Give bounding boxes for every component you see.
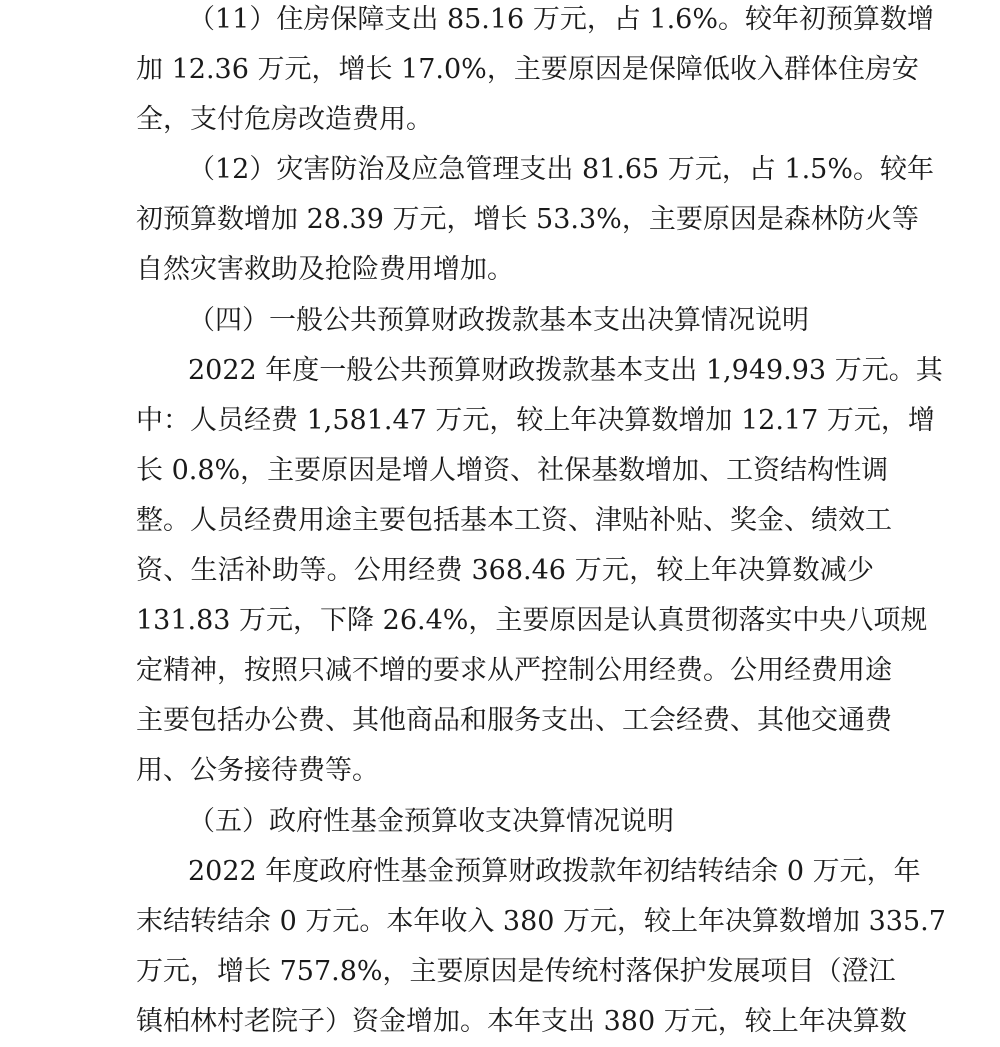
text-line-public-usage: 主要包括办公费、其他商品和服务支出、工会经费、其他交通费: [136, 705, 892, 736]
text-line-disaster-reason: 自然灾害救助及抢险费用增加。: [136, 254, 514, 285]
text-line-housing-expense: （11）住房保障支出 85.16 万元，占 1.6%。较年初预算数增: [188, 4, 934, 35]
text-line-public-decrease: 131.83 万元，下降 26.4%，主要原因是认真贯彻落实中央八项规: [136, 605, 928, 636]
section-heading-basic-expenditure: （四）一般公共预算财政拨款基本支出决算情况说明: [188, 305, 809, 336]
text-line-disaster-expense: （12）灾害防治及应急管理支出 81.65 万元，占 1.5%。较年: [188, 154, 934, 185]
text-line-personnel-cost: 中：人员经费 1,581.47 万元，较上年决算数增加 12.17 万元，增: [136, 405, 935, 436]
text-line-fund-carryover: 2022 年度政府性基金预算财政拨款年初结转结余 0 万元，年: [188, 856, 921, 887]
text-line-public-reason: 定精神，按照只减不增的要求从严控制公用经费。公用经费用途: [136, 655, 892, 686]
section-heading-government-fund: （五）政府性基金预算收支决算情况说明: [188, 806, 674, 837]
text-line-personnel-reason: 长 0.8%，主要原因是增人增资、社保基数增加、工资结构性调: [136, 455, 889, 486]
text-line-personnel-usage: 整。人员经费用途主要包括基本工资、津贴补贴、奖金、绩效工: [136, 505, 892, 536]
text-line-housing-increase: 加 12.36 万元，增长 17.0%，主要原因是保障低收入群体住房安: [136, 54, 919, 85]
text-line-fund-income: 末结转结余 0 万元。本年收入 380 万元，较上年决算数增加 335.7: [136, 906, 946, 937]
text-line-basic-total: 2022 年度一般公共预算财政拨款基本支出 1,949.93 万元。其: [188, 355, 943, 386]
text-line-fund-growth: 万元，增长 757.8%，主要原因是传统村落保护发展项目（澄江: [136, 956, 896, 987]
text-line-housing-reason: 全，支付危房改造费用。: [136, 104, 433, 135]
text-line-public-usage-end: 用、公务接待费等。: [136, 755, 379, 786]
text-line-public-cost: 资、生活补助等。公用经费 368.46 万元，较上年决算数减少: [136, 555, 874, 586]
text-line-fund-expenditure: 镇柏林村老院子）资金增加。本年支出 380 万元，较上年决算数: [136, 1006, 907, 1037]
text-line-disaster-increase: 初预算数增加 28.39 万元，增长 53.3%，主要原因是森林防火等: [136, 204, 919, 235]
